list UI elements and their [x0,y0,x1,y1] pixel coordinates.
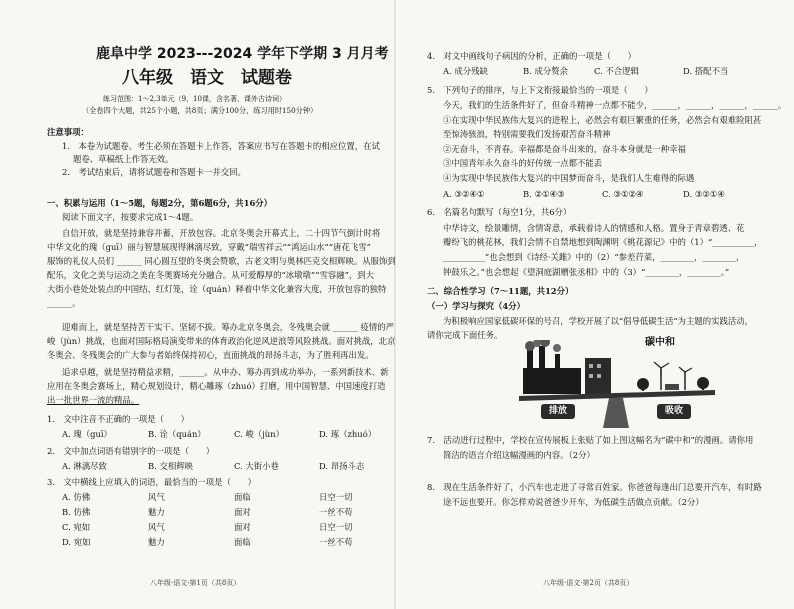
notice-1b: 题卷、草稿纸上作答无效。 [73,154,174,164]
question-8-cont: 途不远也要开。你怎样劝说爸爸少开车，为低碳生活做点贡献。（2分） [443,497,704,507]
solar-panel-icon [665,384,679,390]
q6-line: 中华诗文，绘景雕情，含情寄意，承载着诗人的情感和人格。置身于青章碧透、花 [443,223,745,233]
q3-cell: 一丝不苟 [319,537,353,547]
q3-cell: 面对 [234,522,251,532]
subject-title: 八年级 语文 试题卷 [122,68,292,88]
passage-line: 冬奥会、冬残奥会的广大参与者始终保持初心，直面挑战的昂扬斗志，为了胜利再出发。 [47,350,374,360]
passage-line: ______。 [47,298,81,308]
passage-line: 追求卓越，就是坚持精益求精，______。从申办、筹办再到成功举办，一系列新技术、新 [62,367,389,377]
q3-cell: B. 仿佛 [62,507,91,517]
q3-cell: 日空一切 [319,492,353,502]
question-5: 5. 下列句子的排序，与上下文衔接最恰当的一项是（ ） [427,85,653,95]
section-2-intro: 为积极响应国家低碳环保的号召，学校开展了以“倡导低碳生活”为主题的实践活动， [443,316,754,326]
question-1: 1. 文中注音不正确的一项是（ ） [47,414,189,424]
q6-line: 瓣纷飞的桃花林，我们会情不自禁地想到陶渊明《桃花源记》中的（1）“__________， [443,237,763,247]
section-1-intro: 阅读下面文字，按要求完成1～4题。 [62,212,199,222]
section-1-heading: 一、积累与运用（1～5题，每题2分，第6题6分，共16分） [47,198,273,208]
notice-1a: 1. 本卷为试题卷。考生必须在答题卡上作答，答案应书写在答题卡的相应位置，在试 [62,141,380,151]
section-2-intro: 请你完成下面任务。 [427,330,503,340]
q1-option-d: D. 琢（zhuó） [319,429,377,439]
q3-cell: 魅力 [148,507,165,517]
section-2-heading: 二、综合性学习（7～11题，共12分） [427,286,574,296]
q2-option-b: B. 交相辉映 [148,461,193,471]
exam-scope: 练习范围：1～2,3单元（9、10课，含名著、课外古诗词） [103,95,286,103]
q2-option-c: C. 大街小巷 [234,461,279,471]
notice-2: 2. 考试结束后，请将试题卷和答题卡一并交回。 [62,167,246,177]
q2-option-a: A. 淋漓尽致 [62,461,107,471]
question-2: 2. 文中加点词语有错别字的一项是（ ） [47,446,215,456]
q3-cell: C. 宛如 [62,522,91,532]
q3-cell: 面对 [234,507,251,517]
q5-option-b: B. ②①④③ [523,189,565,199]
cartoon-title: 碳中和 [645,337,675,348]
question-7-cont: 简洁的语言介绍这幅漫画的内容。（2分） [443,450,595,460]
q4-option-c: C. 不合逻辑 [594,66,639,76]
passage-line: 中华文化的瑰（guī）丽与智慧展现得淋漓尽致，穿戴“瑞雪祥云”“鸿运山水”“唐花飞雪” [47,242,371,252]
q3-cell: A. 仿佛 [62,492,91,502]
question-3: 3. 文中横线上应填入的词语，最恰当的一项是（ ） [47,477,256,487]
question-6: 6. 名篇名句默写（每空1分，共6分） [427,207,572,217]
seesaw-illustration [515,337,720,430]
q5-item: ①在实现中华民族伟大复兴的进程上，必然会有艰巨繁重的任务，必然会有艰难险阻甚 [443,115,762,125]
q3-cell: 面临 [234,537,251,547]
section-2-subheading: （一）学习与探究（4分） [427,301,525,311]
q3-cell: 一丝不苟 [319,507,353,517]
factory-icon [523,368,581,394]
carbon-neutral-cartoon [515,337,720,430]
notice-heading: 注意事项： [47,127,89,137]
passage-line: 峻（jùn）挑战，也面对国际格局演变带来的体育政治化逆风逆浪等风险挑战。面对挑战，北京 [47,336,396,346]
q5-option-d: D. ③②①④ [683,189,725,199]
page-footer: 八年级·语文·第2页（共8页） [543,579,634,587]
q5-lead-sentence: 今天，我们的生活条件好了，但奋斗精神一点都不能少，______，______，______，______。 [443,100,787,110]
passage-underlined-line: 出一批世界一流的精品。 [47,395,140,405]
fulcrum [603,398,629,428]
q5-item: 至惊涛骇浪，特别需要我们发扬艰苦奋斗精神 [443,129,611,139]
q4-option-b: B. 成分赘余 [523,66,568,76]
q3-cell: 风气 [148,522,165,532]
passage-line: 大街小巷处处装点的中国结、红灯笼，诠（quán）释着中华文化兼容大度，开放包容的独特 [47,284,387,294]
question-8: 8. 现在生活条件好了，小汽车也走进了寻常百姓家。你爸爸每逢出门总要开汽车，有时路 [427,482,762,492]
q4-option-a: A. 成分残缺 [443,66,488,76]
q1-option-a: A. 瑰（guī） [62,429,112,439]
page-footer: 八年级·语文·第1页（共8页） [150,579,241,587]
q3-cell: 魅力 [148,537,165,547]
right-page [395,0,794,609]
q1-option-c: C. 峻（jùn） [234,429,284,439]
q4-option-d: D. 搭配不当 [683,66,729,76]
q3-cell: D. 宛如 [62,537,91,547]
q5-item: ③中国青年永久奋斗的好传统一点都不能丢 [443,158,603,168]
q5-option-c: C. ③①②④ [602,189,644,199]
left-page [0,0,395,609]
emission-label: 排放 [549,406,568,416]
passage-line: 迎难而上，就是坚持苦干实干、坚韧不拔。筹办北京冬奥会，冬残奥会就 ______ 疫情的严 [62,322,394,332]
q5-item: ④为实现中华民族伟大复兴的中国梦而奋斗，是我们人生难得的际遇 [443,173,695,183]
passage-line: 服饰的礼仪人员们 ______ 同心圆互望的冬奥会赞歌，古老文明与奥林匹克交相辉映。从服饰到 [47,256,396,266]
question-4: 4. 对文中画线句子病因的分析，正确的一项是（ ） [427,51,636,61]
q6-line: __________”也会想到《诗经·关雎》中的（2）“参差荇菜，________，________， [443,252,745,262]
q3-cell: 面临 [234,492,251,502]
exam-info: （全卷四个大题，共25个小题，共8页；满分100分，练习用时150分钟） [82,106,318,115]
exam-title: 鹿阜中学 2023---2024 学年下学期 3 月月考 [96,46,389,62]
q5-option-a: A. ③②④① [443,189,485,199]
passage-line: 应用在冬奥会赛场上，精心规划设计，精心雕琢（zhuó）打磨，用中国智慧、中国速度打造 [47,381,386,391]
q1-option-b: B. 诠（quán） [148,429,206,439]
q3-cell: 风气 [148,492,165,502]
passage-line: 配乐，文化之美与运动之美在冬奥赛场充分融合。从可爱醇厚的“冰墩墩”“雪容融”，到大 [47,270,374,280]
q3-cell: 日空一切 [319,522,353,532]
passage-line: 自信开放，就是坚持兼容并蓄，开放包容。北京冬奥会开幕式上，二十四节气倒计时将 [62,228,381,238]
question-7: 7. 活动进行过程中，学校在宣传展板上张贴了如上图这幅名为“碳中和”的漫画。请你用 [427,435,754,445]
q2-option-d: D. 昂扬斗志 [319,461,365,471]
q6-line: 钟鼓乐之。”也会想起《望洞庭湖赠张丞相》中的（3）“________，________。” [443,267,730,277]
q5-item: ②无奋斗，不青春。幸福都是奋斗出来的，奋斗本身就是一种幸福 [443,144,686,154]
absorb-label: 吸收 [665,406,684,416]
